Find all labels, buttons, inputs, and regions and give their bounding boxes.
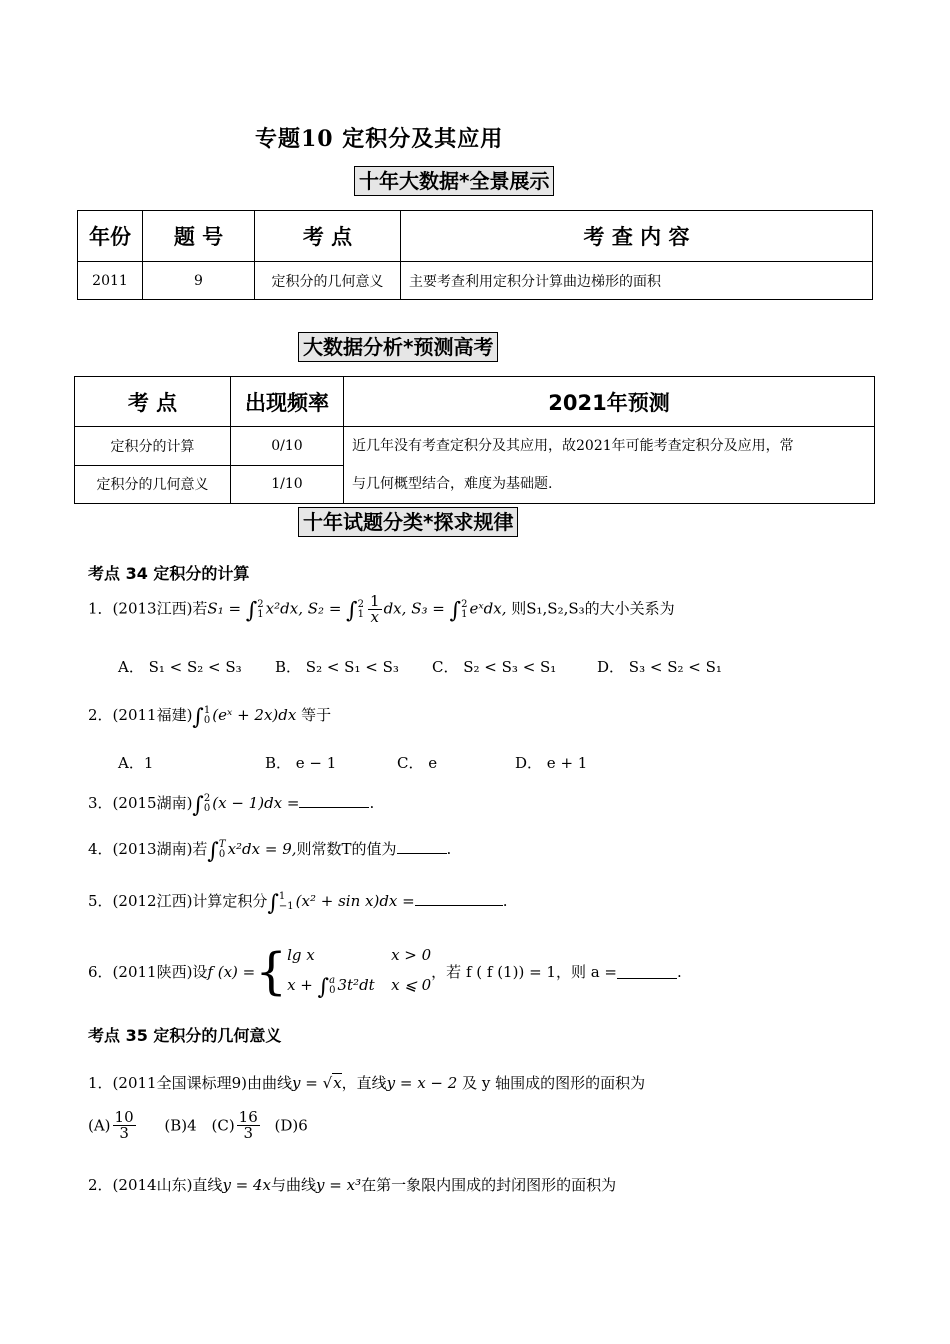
prediction-line-2: 与几何概型结合，难度为基础题.	[352, 476, 553, 492]
question-prefix: 6．(2011陕西)设	[88, 963, 208, 981]
math-expr: x²dx,	[265, 599, 303, 618]
option-c: (C)	[211, 1116, 235, 1135]
question-2	[88, 1174, 616, 1195]
question-text: ，直线	[341, 1074, 387, 1092]
answer-blank	[397, 839, 447, 854]
case-2-cond: x ⩽ 0	[391, 976, 432, 994]
answer-blank	[299, 793, 369, 808]
integral-sign: ∫	[449, 598, 462, 624]
integral-sign: ∫	[346, 598, 358, 624]
fraction-10-over-3: $\frac{10}{3}$	[114, 1108, 134, 1142]
question-4	[88, 838, 451, 864]
integral-limits: a 0	[329, 975, 336, 996]
question-text: ，若 f ( f (1)) = 1，则 a =	[431, 963, 617, 981]
cell-content: 主要考查利用定积分计算曲边梯形的面积	[401, 262, 873, 300]
math-curve: y =	[291, 1074, 323, 1092]
math-expr: (x − 1)dx =	[212, 794, 300, 812]
piecewise-brace: {	[255, 942, 288, 1001]
option-c: C． S₂ < S₃ < S₁	[432, 658, 557, 676]
integral-limits: 2 1	[257, 598, 264, 620]
header-prediction: 2021年预测	[344, 377, 875, 427]
question-suffix: .	[677, 962, 682, 981]
header-question-no: 题 号	[143, 211, 255, 262]
cell-prediction	[344, 427, 875, 504]
integral-sign: ∫	[317, 975, 330, 1000]
math-expr: dx,	[383, 599, 407, 618]
question-2	[88, 704, 331, 730]
options-row	[88, 1110, 308, 1141]
integral-sign: ∫	[267, 891, 279, 916]
header-topic: 考 点	[75, 377, 231, 427]
math-s2: S₂ =	[307, 599, 347, 618]
question-suffix: .	[446, 840, 452, 858]
math-expr: (x² + sin x)dx =	[295, 892, 415, 910]
question-prefix: 1．(2013江西)若	[88, 599, 208, 618]
math-s1: S₁ =	[207, 599, 246, 618]
banner-overview: 十年大数据*全景展示	[354, 166, 554, 196]
fraction-1-over-x: $\frac{1}{x}$	[370, 592, 380, 626]
cell-topic: 定积分的计算	[75, 427, 231, 466]
page-title: 专题10 定积分及其应用	[255, 126, 504, 152]
math-line: y = x − 2	[386, 1074, 458, 1092]
section-title: 考点 35 定积分的几何意义	[88, 1026, 282, 1045]
case-1-expr: lg x	[287, 946, 315, 964]
question-6	[88, 940, 682, 1003]
option-d: D． e + 1	[515, 754, 588, 772]
banner-classification: 十年试题分类*探求规律	[298, 507, 518, 537]
math-expr: x²dx = 9,	[227, 840, 297, 858]
option-b: B． e − 1	[265, 754, 337, 772]
case-1-cond: x > 0	[391, 946, 432, 964]
question-prefix: 5．(2012江西)计算定积分	[88, 892, 268, 910]
question-suffix: 则S₁,S₂,S₃的大小关系为	[511, 599, 675, 618]
integral-limits: 2 0	[203, 793, 211, 814]
question-1	[88, 1072, 645, 1093]
banner-analysis: 大数据分析*预测高考	[298, 332, 498, 362]
case-2-expr-wrap: x + ∫a 0 3t²dt	[287, 975, 375, 1000]
cell-question-no: 9	[143, 262, 255, 300]
integral-limits: 2 1	[461, 598, 468, 620]
math-curve: y = x³	[316, 1176, 362, 1194]
answer-blank	[617, 964, 677, 979]
piecewise-cases	[287, 940, 431, 1003]
answer-blank	[415, 891, 503, 906]
integral-limits: 2 1	[357, 598, 365, 620]
question-suffix: 及 y 轴围成的图形的面积为	[462, 1074, 646, 1092]
question-text: 与曲线	[271, 1176, 317, 1194]
question-1	[88, 594, 675, 625]
integral-limits: 1 −1	[278, 891, 294, 912]
header-topic: 考 点	[255, 211, 401, 262]
integral-sign: ∫	[192, 705, 204, 730]
cell-topic: 定积分的几何意义	[255, 262, 401, 300]
math-expr: (eˣ + 2x)dx	[212, 706, 297, 724]
header-frequency: 出现频率	[231, 377, 344, 427]
cell-frequency: 0/10	[231, 427, 344, 466]
case-2-expr: 3t²dt	[337, 976, 375, 994]
question-prefix: 3．(2015湖南)	[88, 794, 193, 812]
sqrt-x: √x	[322, 1074, 342, 1092]
option-a: A．1	[118, 754, 154, 772]
table-frequency	[74, 376, 875, 504]
integral-sign: ∫	[192, 793, 204, 818]
prediction-line-1: 近几年没有考查定积分及其应用，故2021年可能考查定积分及应用，常	[352, 438, 794, 454]
option-b: B． S₂ < S₁ < S₃	[275, 658, 399, 676]
cell-year: 2011	[78, 262, 143, 300]
option-a: (A)	[88, 1116, 111, 1135]
option-a: A． S₁ < S₂ < S₃	[118, 658, 242, 676]
question-3	[88, 792, 374, 818]
question-suffix: 等于	[301, 706, 332, 724]
question-suffix: 在第一象限内围成的封闭图形的面积为	[361, 1176, 617, 1194]
math-s3: S₃ =	[411, 599, 450, 618]
integral-limits: T 0	[218, 839, 226, 860]
math-fx: f (x) =	[207, 962, 256, 981]
table-exam-overview	[77, 210, 873, 300]
header-year: 年份	[78, 211, 143, 262]
question-text: 则常数T的值为	[296, 840, 397, 858]
question-5	[88, 890, 508, 916]
question-prefix: 1．(2011全国课标理9)由曲线	[88, 1074, 292, 1092]
option-d: D． S₃ < S₂ < S₁	[597, 658, 722, 676]
cell-frequency: 1/10	[231, 465, 344, 504]
integral-sign: ∫	[207, 839, 219, 864]
section-title: 考点 34 定积分的计算	[88, 564, 250, 583]
question-suffix: .	[502, 892, 508, 910]
question-suffix: .	[369, 794, 375, 812]
math-line: y = 4x	[222, 1176, 272, 1194]
cell-topic: 定积分的几何意义	[75, 465, 231, 504]
question-prefix: 2．(2014山东)直线	[88, 1176, 223, 1194]
integral-sign: ∫	[245, 598, 258, 624]
option-d: (D)6	[274, 1116, 308, 1135]
integral-limits: 1 0	[203, 705, 211, 726]
fraction-16-over-3: $\frac{16}{3}$	[238, 1108, 258, 1142]
math-expr: eˣdx,	[469, 599, 507, 618]
header-content: 考 查 内 容	[401, 211, 873, 262]
question-prefix: 2．(2011福建)	[88, 706, 193, 724]
option-c: C． e	[397, 754, 438, 772]
question-prefix: 4．(2013湖南)若	[88, 840, 208, 858]
option-b: (B)4	[164, 1116, 197, 1135]
